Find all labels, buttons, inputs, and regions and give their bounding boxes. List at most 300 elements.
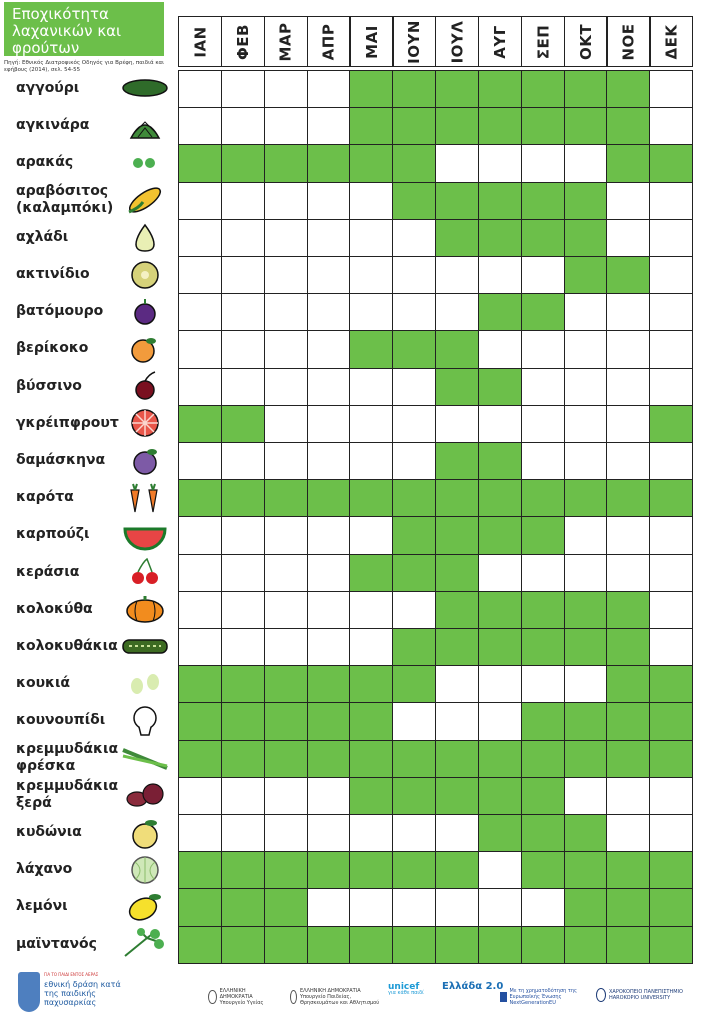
season-cell-on [521, 219, 565, 258]
seal-icon [596, 988, 606, 1002]
season-cell-on [564, 926, 608, 965]
season-cell-off [649, 628, 693, 667]
season-cell-off [435, 814, 479, 853]
season-cell-on [392, 777, 436, 816]
season-cell-on [221, 702, 265, 741]
pumpkin-icon [120, 591, 170, 628]
season-cell-off [264, 628, 308, 667]
cherry-icon [120, 554, 170, 591]
season-cell-on [564, 628, 608, 667]
season-cell-off [606, 293, 650, 332]
season-cell-on [478, 368, 522, 407]
season-cell-off [649, 182, 693, 221]
season-cell-on [521, 740, 565, 779]
season-cell-off [221, 368, 265, 407]
season-cell-on [392, 740, 436, 779]
season-cell-on [564, 182, 608, 221]
season-cell-on [178, 144, 222, 183]
season-cell-on [521, 926, 565, 965]
season-cell-on [478, 628, 522, 667]
season-cell-off [478, 330, 522, 369]
season-cell-on [349, 107, 393, 146]
season-cell-off [307, 405, 351, 444]
season-cell-on [435, 182, 479, 221]
season-cell-on [307, 926, 351, 965]
season-cell-off [307, 293, 351, 332]
unicef-logo: unicef για κάθε παιδί [388, 982, 424, 996]
season-cell-off [264, 330, 308, 369]
season-cell-off [178, 293, 222, 332]
season-cell-off [307, 554, 351, 593]
season-cell-off [349, 442, 393, 481]
blackberry-icon [120, 293, 170, 330]
season-cell-on [435, 628, 479, 667]
season-cell-on [478, 516, 522, 555]
season-cell-on [521, 814, 565, 853]
season-cell-on [178, 665, 222, 704]
season-cell-off [564, 516, 608, 555]
season-cell-on [349, 330, 393, 369]
row-label: αρακάς [16, 154, 74, 171]
season-cell-off [221, 256, 265, 295]
row-label: λάχανο [16, 861, 73, 878]
pear-icon [120, 219, 170, 256]
season-cell-on [349, 70, 393, 109]
season-cell-on [478, 293, 522, 332]
season-cell-on [521, 479, 565, 518]
month-label: ΑΠΡ [319, 23, 338, 60]
season-cell-on [521, 702, 565, 741]
season-cell-on [178, 702, 222, 741]
season-cell-off [649, 256, 693, 295]
season-cell-off [521, 368, 565, 407]
logo-left-text: εθνική δράση κατά της παιδικής παχυσαρκίας [44, 980, 121, 1007]
health-ministry-logo: ΕΛΛΗΝΙΚΗ ΔΗΜΟΚΡΑΤΙΑ Υπουργείο Υγείας [208, 988, 278, 1006]
season-cell-off [435, 405, 479, 444]
season-cell-on [307, 144, 351, 183]
season-cell-on [392, 516, 436, 555]
season-cell-on [178, 851, 222, 890]
season-cell-on [307, 665, 351, 704]
season-cell-on [221, 888, 265, 927]
season-cell-on [478, 591, 522, 630]
season-cell-off [435, 665, 479, 704]
season-cell-on [392, 182, 436, 221]
season-cell-off [564, 554, 608, 593]
season-cell-on [564, 107, 608, 146]
season-cell-off [392, 814, 436, 853]
season-cell-on [392, 107, 436, 146]
plum-icon [120, 442, 170, 479]
season-cell-off [221, 777, 265, 816]
season-cell-off [264, 107, 308, 146]
season-cell-off [221, 70, 265, 109]
season-cell-off [221, 442, 265, 481]
season-cell-off [349, 888, 393, 927]
season-cell-off [349, 293, 393, 332]
season-cell-off [264, 554, 308, 593]
season-cell-on [564, 851, 608, 890]
season-cell-on [349, 777, 393, 816]
season-cell-off [307, 814, 351, 853]
season-cell-off [178, 330, 222, 369]
season-cell-off [264, 256, 308, 295]
season-cell-off [349, 368, 393, 407]
season-cell-off [349, 219, 393, 258]
row-label: κολοκυθάκια [16, 638, 118, 655]
season-cell-on [435, 516, 479, 555]
season-cell-on [264, 926, 308, 965]
season-cell-on [521, 107, 565, 146]
season-cell-off [221, 219, 265, 258]
season-cell-off [178, 777, 222, 816]
season-cell-off [178, 554, 222, 593]
season-cell-off [178, 814, 222, 853]
season-cell-off [606, 442, 650, 481]
row-label: αγκινάρα [16, 117, 90, 134]
corn-icon [120, 182, 170, 219]
season-cell-off [264, 591, 308, 630]
shield-icon [18, 972, 40, 1012]
season-cell-off [521, 665, 565, 704]
season-cell-on [606, 628, 650, 667]
row-label: δαμάσκηνα [16, 452, 106, 469]
season-cell-off [478, 665, 522, 704]
season-cell-off [649, 107, 693, 146]
season-cell-on [606, 107, 650, 146]
season-cell-on [435, 70, 479, 109]
month-label: ΟΚΤ [576, 23, 595, 60]
row-label: κρεμμυδάκια φρέσκα [16, 741, 119, 775]
artichoke-icon [120, 107, 170, 144]
season-cell-off [606, 777, 650, 816]
season-cell-off [178, 591, 222, 630]
row-label: αγγούρι [16, 80, 80, 97]
season-cell-off [478, 144, 522, 183]
season-cell-off [649, 368, 693, 407]
season-cell-on [178, 479, 222, 518]
season-cell-on [606, 888, 650, 927]
season-cell-on [264, 888, 308, 927]
season-cell-on [521, 70, 565, 109]
season-cell-on [478, 70, 522, 109]
season-cell-off [307, 516, 351, 555]
season-cell-on [307, 740, 351, 779]
season-cell-off [307, 888, 351, 927]
season-cell-off [392, 293, 436, 332]
row-label: κουκιά [16, 675, 71, 692]
season-cell-off [307, 182, 351, 221]
season-cell-on [564, 591, 608, 630]
row-label: βερίκοκο [16, 340, 89, 357]
season-cell-off [478, 554, 522, 593]
row-label: ακτινίδιο [16, 266, 90, 283]
season-cell-off [307, 777, 351, 816]
season-cell-on [649, 665, 693, 704]
season-cell-on [435, 479, 479, 518]
season-cell-on [649, 702, 693, 741]
season-cell-on [178, 740, 222, 779]
season-cell-off [349, 256, 393, 295]
cauliflower-icon [120, 702, 170, 739]
row-label: κυδώνια [16, 824, 82, 841]
season-cell-off [649, 516, 693, 555]
season-cell-off [307, 219, 351, 258]
season-cell-off [649, 293, 693, 332]
parsley-icon [120, 926, 170, 963]
month-label: ΙΟΥΝ [405, 19, 424, 64]
season-cell-on [178, 926, 222, 965]
season-cell-on [435, 777, 479, 816]
season-cell-on [606, 665, 650, 704]
season-cell-on [606, 70, 650, 109]
season-cell-on [349, 554, 393, 593]
season-cell-off [264, 368, 308, 407]
season-cell-off [521, 554, 565, 593]
row-label: κουνουπίδι [16, 712, 106, 729]
season-cell-off [178, 256, 222, 295]
seal-icon [290, 990, 297, 1004]
season-cell-off [349, 628, 393, 667]
season-cell-on [564, 814, 608, 853]
season-cell-off [178, 107, 222, 146]
season-cell-off [606, 330, 650, 369]
source-note: Πηγή: Εθνικός Διατροφικός Οδηγός για Βρέφη, παιδιά και εφήβους (2014), σελ. 54-55 [4, 60, 165, 73]
season-cell-off [435, 702, 479, 741]
carrot-icon [120, 479, 170, 516]
season-cell-off [392, 368, 436, 407]
season-cell-off [178, 182, 222, 221]
season-cell-off [307, 256, 351, 295]
season-cell-on [392, 851, 436, 890]
season-cell-off [221, 628, 265, 667]
season-cell-off [349, 814, 393, 853]
season-cell-off [178, 516, 222, 555]
spring-onion-icon [120, 740, 170, 777]
season-cell-on [435, 330, 479, 369]
peas-icon [120, 144, 170, 181]
row-label: βατόμουρο [16, 303, 104, 320]
season-cell-on [349, 740, 393, 779]
season-cell-off [221, 814, 265, 853]
season-cell-off [264, 293, 308, 332]
season-cell-off [521, 330, 565, 369]
season-cell-on [564, 888, 608, 927]
row-label: αραβόσιτος (καλαμπόκι) [16, 183, 114, 217]
season-cell-on [349, 702, 393, 741]
season-cell-off [564, 144, 608, 183]
season-cell-off [392, 405, 436, 444]
season-cell-off [264, 182, 308, 221]
row-label: κεράσια [16, 563, 80, 580]
season-cell-on [435, 740, 479, 779]
season-cell-off [264, 405, 308, 444]
season-cell-off [606, 814, 650, 853]
season-cell-on [478, 107, 522, 146]
row-label: γκρέιπφρουτ [16, 414, 119, 431]
month-label: ΦΕΒ [233, 23, 252, 60]
season-cell-off [349, 405, 393, 444]
season-cell-on [221, 405, 265, 444]
season-cell-off [307, 70, 351, 109]
season-cell-off [649, 814, 693, 853]
row-label: κολοκύθα [16, 600, 93, 617]
cabbage-icon [120, 851, 170, 888]
watermelon-icon [120, 516, 170, 553]
season-cell-on [521, 777, 565, 816]
season-cell-off [221, 107, 265, 146]
season-cell-on [521, 182, 565, 221]
season-cell-off [521, 442, 565, 481]
season-cell-on [392, 628, 436, 667]
season-cell-off [392, 442, 436, 481]
season-cell-on [649, 888, 693, 927]
season-cell-off [264, 70, 308, 109]
season-cell-off [307, 628, 351, 667]
season-cell-off [392, 219, 436, 258]
season-cell-off [649, 219, 693, 258]
season-cell-on [478, 442, 522, 481]
month-label: ΝΟΕ [619, 22, 638, 61]
season-cell-off [178, 368, 222, 407]
season-cell-on [264, 479, 308, 518]
season-cell-on [478, 182, 522, 221]
season-cell-on [606, 740, 650, 779]
quince-icon [120, 814, 170, 851]
season-cell-on [478, 479, 522, 518]
season-cell-off [435, 888, 479, 927]
season-cell-on [564, 70, 608, 109]
season-cell-on [649, 740, 693, 779]
season-cell-on [435, 219, 479, 258]
season-cell-on [478, 740, 522, 779]
season-cell-on [564, 702, 608, 741]
season-cell-on [264, 702, 308, 741]
season-cell-off [264, 442, 308, 481]
season-cell-off [307, 368, 351, 407]
season-cell-on [349, 926, 393, 965]
season-cell-off [221, 293, 265, 332]
season-cell-off [606, 182, 650, 221]
season-cell-on [349, 665, 393, 704]
season-cell-on [392, 665, 436, 704]
season-cell-on [606, 591, 650, 630]
season-cell-on [264, 851, 308, 890]
eu-logo: Με τη χρηματοδότηση της Ευρωπαϊκής Ένωσης NextGenerationEU [500, 988, 588, 1006]
season-cell-off [349, 182, 393, 221]
season-cell-off [221, 516, 265, 555]
footer-logos [0, 970, 724, 1024]
season-cell-off [264, 777, 308, 816]
season-cell-on [564, 256, 608, 295]
lemon-icon [120, 888, 170, 925]
logo-left-tagline: ΓΙΑ ΤΟ ΠΑΙΔΙ ΕΝΤΟΣ ΑΕΡΑΣ [44, 972, 99, 977]
grapefruit-icon [120, 405, 170, 442]
month-label: ΔΕΚ [662, 24, 681, 59]
season-cell-off [264, 516, 308, 555]
season-cell-on [435, 926, 479, 965]
season-cell-on [521, 591, 565, 630]
season-cell-on [435, 851, 479, 890]
season-cell-off [435, 256, 479, 295]
seal-icon [208, 990, 217, 1004]
season-cell-off [606, 554, 650, 593]
season-cell-off [478, 702, 522, 741]
season-cell-on [606, 256, 650, 295]
season-cell-on [392, 70, 436, 109]
page-title: Εποχικότητα λαχανικών και φρούτων [12, 5, 122, 57]
season-cell-off [392, 591, 436, 630]
row-label: κρεμμυδάκια ξερά [16, 778, 119, 812]
apricot-icon [120, 330, 170, 367]
season-cell-off [221, 330, 265, 369]
season-cell-off [606, 219, 650, 258]
season-cell-on [521, 293, 565, 332]
season-cell-on [606, 702, 650, 741]
season-cell-off [564, 368, 608, 407]
season-cell-off [606, 368, 650, 407]
season-cell-on [521, 516, 565, 555]
season-cell-on [435, 368, 479, 407]
season-cell-off [307, 330, 351, 369]
month-label: ΜΑΡ [276, 21, 295, 62]
season-cell-off [178, 628, 222, 667]
season-cell-off [178, 219, 222, 258]
season-cell-off [264, 814, 308, 853]
season-cell-on [521, 628, 565, 667]
season-cell-on [264, 740, 308, 779]
month-label: ΙΑΝ [191, 25, 210, 58]
season-cell-off [435, 144, 479, 183]
season-cell-on [392, 554, 436, 593]
season-cell-on [307, 479, 351, 518]
season-cell-on [478, 926, 522, 965]
season-cell-on [606, 144, 650, 183]
season-cell-off [564, 293, 608, 332]
month-label: ΜΑΙ [362, 24, 381, 59]
education-ministry-logo: ΕΛΛΗΝΙΚΗ ΔΗΜΟΚΡΑΤΙΑ Υπουργείο Παιδείας, Θρησκευμάτων και Αθλητισμού [290, 988, 380, 1006]
season-cell-on [264, 144, 308, 183]
month-label: ΣΕΠ [533, 24, 552, 59]
month-label: ΙΟΥΛ [448, 20, 467, 63]
season-cell-on [649, 405, 693, 444]
season-cell-on [349, 479, 393, 518]
season-cell-off [649, 777, 693, 816]
season-cell-on [392, 330, 436, 369]
broad-beans-icon [120, 665, 170, 702]
row-label: λεμόνι [16, 898, 68, 915]
kiwi-icon [120, 256, 170, 293]
zucchini-icon [120, 628, 170, 665]
season-cell-on [564, 219, 608, 258]
season-cell-off [264, 219, 308, 258]
season-cell-off [478, 888, 522, 927]
season-cell-on [221, 926, 265, 965]
season-cell-on [649, 851, 693, 890]
season-cell-on [478, 814, 522, 853]
season-cell-on [178, 405, 222, 444]
greece-2-logo: Ελλάδα 2.0 [442, 981, 504, 992]
season-cell-off [307, 107, 351, 146]
season-cell-on [606, 926, 650, 965]
season-cell-off [478, 405, 522, 444]
harokopio-logo: ΧΑΡΟΚΟΠΕΙΟ ΠΑΝΕΠΙΣΤΗΜΙΟ HAROKOPIO UNIVERSITY [596, 988, 700, 1002]
season-cell-on [564, 479, 608, 518]
season-cell-off [478, 256, 522, 295]
season-cell-on [435, 442, 479, 481]
season-cell-off [521, 405, 565, 444]
season-cell-off [521, 144, 565, 183]
